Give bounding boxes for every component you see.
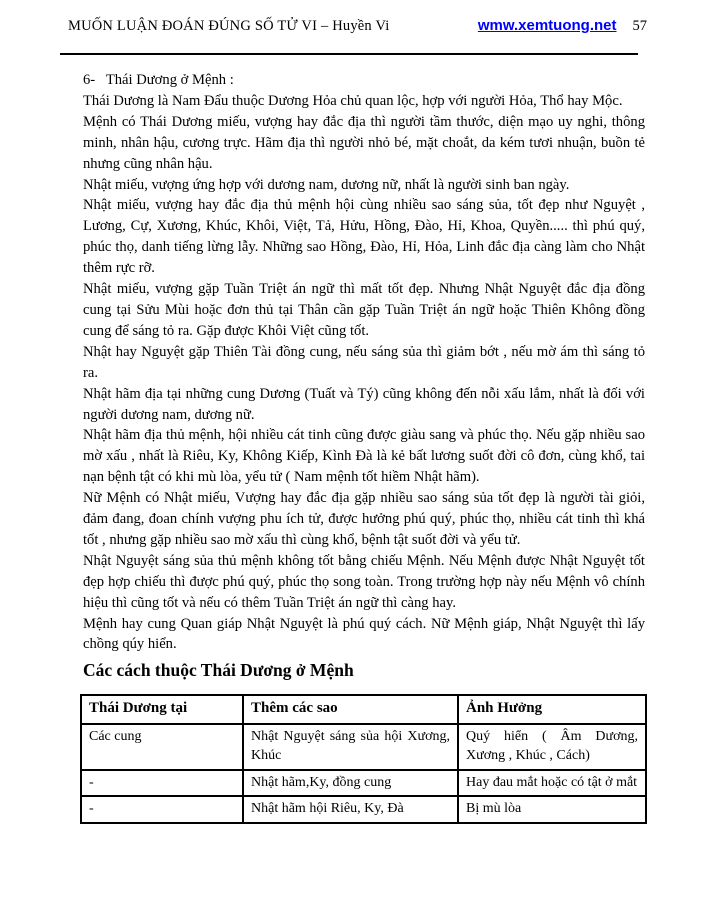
body-paragraph: Nhật miếu, vượng ứng hợp với dương nam, dương nữ, nhất là người sinh ban ngày.: [83, 176, 570, 193]
table-cell: Nhật hãm hội Riêu, Ky, Đà: [243, 796, 458, 823]
body-paragraph: Thái Dương là Nam Đẩu thuộc Dương Hỏa chủ quan lộc, hợp với người Hỏa, Thổ hay Mộc.: [83, 92, 623, 109]
header-title: MUỐN LUẬN ĐOÁN ĐÚNG SỐ TỬ VI – Huyền Vi: [68, 18, 390, 34]
table-header-row: [81, 695, 646, 724]
table-row: [81, 770, 646, 797]
page-number: 57: [632, 18, 647, 34]
table-row: [81, 724, 646, 770]
header-divider: [60, 53, 638, 55]
table-section-heading: Các cách thuộc Thái Dương ở Mệnh: [83, 660, 354, 681]
table-cell: Các cung: [81, 724, 243, 770]
table-cell: -: [81, 770, 243, 797]
table-row: [81, 796, 646, 823]
table-cell: Bị mù lòa: [458, 796, 646, 823]
body-paragraph: Mệnh hay cung Quan giáp Nhật Nguyệt là phú quý cách. Nữ Mệnh giáp, Nhật Nguyệt thì lấy chồng qúy hiển.: [83, 615, 645, 653]
table-cell: Quý hiển ( Âm Dương, Xương , Khúc , Cách): [458, 724, 646, 770]
page-header: [68, 17, 647, 35]
table-cell: -: [81, 796, 243, 823]
column-header-anh-huong: Ảnh Hưởng: [458, 695, 646, 724]
document-body: [83, 70, 645, 682]
body-paragraph: Nhật hãm địa tại những cung Dương (Tuất và Tý) cũng không đến nỗi xấu lắm, nhất là đối với người dương nam, dương nữ.: [83, 385, 645, 423]
body-paragraph: Nhật hãm địa thủ mệnh, hội nhiều cát tinh cũng được giàu sang và phúc thọ. Nếu gặp nhiều sao mờ xấu , nhất là Riêu, Ky, Không Kiếp, Kình Đà là kẻ bất lương suốt đời cô đơn, cùng khổ, tai nạn bệnh tật có khi mù lòa, yểu tử ( Nam mệnh tốt hiềm Nhật hãm).: [83, 427, 645, 486]
effects-table: [80, 694, 647, 824]
body-paragraph: Nhật miếu, vượng hay đắc địa thủ mệnh hội cùng nhiều sao sáng sủa, tốt đẹp như Nguyệt , Lương, Cự, Xương, Khúc, Khôi, Việt, Tả, Hửu, Hồng, Đào, Hỉ, Khoa, Quyền..... thì phú quý, phúc thọ, danh tiếng lừng lẫy. Những sao Hồng, Đào, Hỉ, Hỏa, Linh đắc địa càng làm cho Nhật thêm rực rỡ.: [83, 197, 645, 277]
site-link[interactable]: wmw.xemtuong.net: [477, 17, 617, 34]
body-paragraph: Nhật hay Nguyệt gặp Thiên Tài đồng cung, nếu sáng sủa thì giảm bớt , nếu mờ ám thì sáng tỏ ra.: [83, 343, 645, 381]
header-right-group: [478, 17, 647, 35]
body-paragraph: Nhật miếu, vượng gặp Tuần Triệt án ngữ thì mất tốt đẹp. Nhưng Nhật Nguyệt đắc địa đồng cung tại Sửu Mùi hoặc đơn thủ tại Thân cần gặp Tuần Triệt án ngữ hoặc Thiên Không đồng cung để sáng tỏ ra. Gặp được Khôi Việt cũng tốt.: [83, 281, 645, 339]
body-paragraph: Nhật Nguyệt sáng sủa thủ mệnh không tốt bằng chiếu Mệnh. Nếu Mệnh được Nhật Nguyệt tốt đẹp hợp chiếu thì được phú quý, phúc thọ song toàn. Trong trường hợp này nếu Mệnh vô chính hiệu thì cũng tốt và nếu có thêm Tuần Triệt án ngữ thì càng hay.: [83, 552, 645, 611]
table-cell: Nhật Nguyệt sáng sủa hội Xương, Khúc: [243, 724, 458, 770]
column-header-them-cac-sao: Thêm các sao: [243, 695, 458, 724]
body-paragraph: Nữ Mệnh có Nhật miếu, Vượng hay đắc địa gặp nhiều sao sáng sủa tốt đẹp là người tài giỏi, đảm đang, đoan chính vượng phu ích tử, được hưởng phú quý, phúc thọ, nhiều cát tinh thì khá tốt , nhưng gặp nhiều sao mờ xấu thì cùng khổ, bệnh tật suốt đời và yểu tử.: [83, 490, 645, 548]
table-cell: Hay đau mắt hoặc có tật ở mắt: [458, 770, 646, 797]
body-paragraph: Mệnh có Thái Dương miếu, vượng hay đắc địa thì người tầm thước, diện mạo uy nghi, thông minh, nhân hậu, cương trực. Hãm địa thì người nhỏ bé, mặt choắt, da kém tươi nhuận, buồn tẻ nhưng cũng nhân hậu.: [83, 113, 645, 172]
table-cell: Nhật hãm,Ky, đồng cung: [243, 770, 458, 797]
section-title: 6- Thái Dương ở Mệnh :: [83, 72, 234, 88]
column-header-thai-duong-tai: Thái Dương tại: [81, 695, 243, 724]
